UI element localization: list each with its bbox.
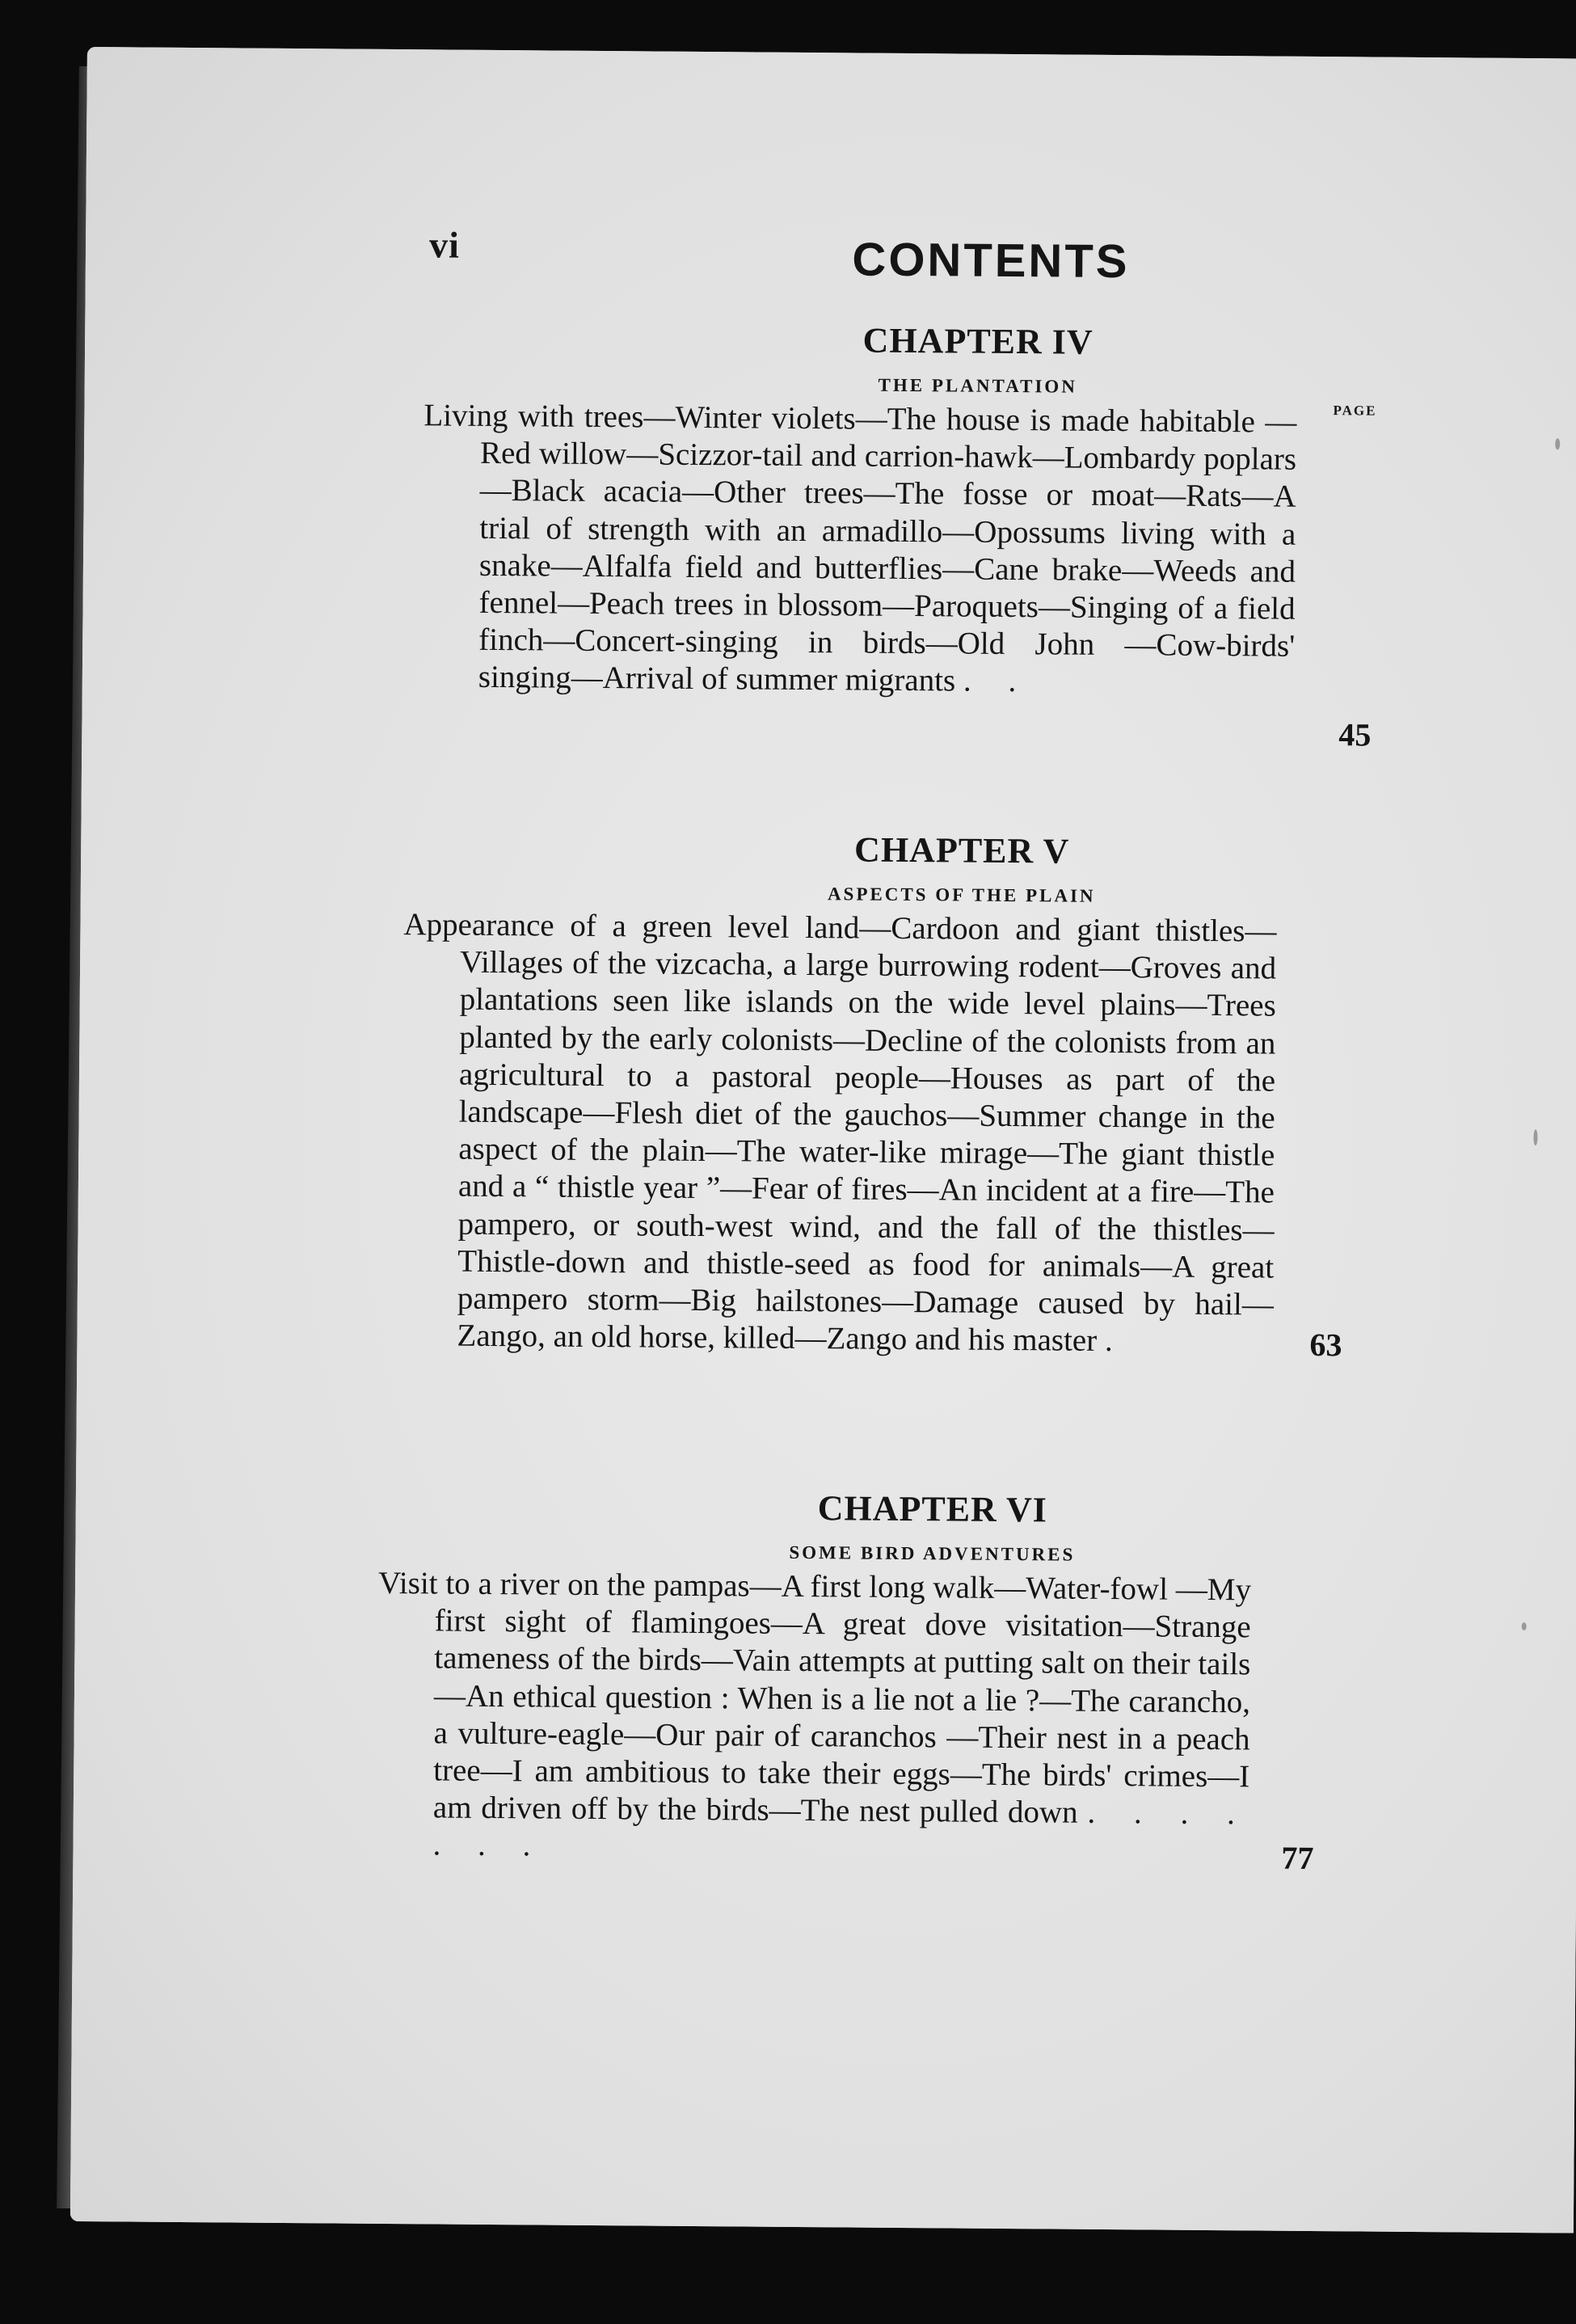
chapter-4-subtitle: THE PLANTATION bbox=[878, 374, 1077, 397]
folio-number: vi bbox=[428, 224, 461, 266]
chapter-4-summary bbox=[422, 397, 1297, 702]
chapter-6-leaders: . . . . . . . bbox=[432, 1795, 1250, 1863]
chapter-5-summary bbox=[400, 906, 1276, 1361]
chapter-6-heading: CHAPTER VI bbox=[817, 1488, 1048, 1530]
chapter-6-summary-text: Visit to a river on the pampas—A first long walk—Water-fowl —My first sight of flamingoes—A great dove visitation—Strange tameness of the birds—Vain attempts at putting salt on their tails—An ethical question : When is a lie not a lie ?—The carancho, a vulture-eagle—Our pair of caranchos —Their nest in a peach tree—I am ambitious to take their eggs—The birds' crimes—I am driven off by the birds—The nest pulled down bbox=[377, 1565, 1252, 1830]
chapter-5-leaders: . bbox=[1104, 1323, 1127, 1359]
chapter-5-subtitle: ASPECTS OF THE PLAIN bbox=[827, 884, 1096, 906]
chapter-6-subtitle: SOME BIRD ADVENTURES bbox=[789, 1542, 1076, 1565]
book-page bbox=[70, 47, 1576, 2233]
chapter-4-page-number: 45 bbox=[1338, 716, 1372, 753]
chapter-6-page-number: 77 bbox=[1281, 1839, 1314, 1876]
chapter-6-summary bbox=[376, 1565, 1251, 1871]
chapter-4-heading: CHAPTER IV bbox=[862, 320, 1094, 362]
chapter-5-heading: CHAPTER V bbox=[853, 829, 1070, 871]
chapter-4-summary-text: Living with trees—Winter violets—The house is made habitable —Red willow—Scizzor-tail and carrion-hawk—Lombardy poplars—Black acacia—Other trees—The fosse or moat—Rats—A trial of strength with an armadillo—Opossums living with a snake—Alfalfa field and butterflies—Cane brake—Weeds and fennel—Peach trees in blossom—Paroquets—Singing of a field finch—Concert-singing in birds—Old John —Cow-birds' singing—Arrival of summer migrants bbox=[423, 398, 1297, 698]
page-column-label: PAGE bbox=[1333, 403, 1377, 419]
chapter-5-summary-text: Appearance of a green level land—Cardoon and giant thistles—Villages of the vizcacha, a large burrowing rodent—Groves and plantations seen like islands on the wide level plains—Trees planted by the early colonists—Decline of the colonists from an agricultural to a pastoral people—Houses as part of the landscape—Flesh diet of the gauchos—Summer change in the aspect of the plain—The water-like mirage—The giant thistle and a “ thistle year ”—Fear of fires—An incident at a fire—The pampero, or south-west wind, and the fall of the thistles—Thistle-down and thistle-seed as food for animals—A great pampero storm—Big hailstones—Damage caused by hail—Zango, an old horse, killed—Zango and his master bbox=[403, 907, 1277, 1359]
chapter-5-page-number: 63 bbox=[1309, 1326, 1342, 1364]
chapter-4-leaders: . . bbox=[963, 663, 1031, 699]
contents-title: CONTENTS bbox=[852, 233, 1130, 289]
paper-speck bbox=[1522, 1622, 1527, 1630]
